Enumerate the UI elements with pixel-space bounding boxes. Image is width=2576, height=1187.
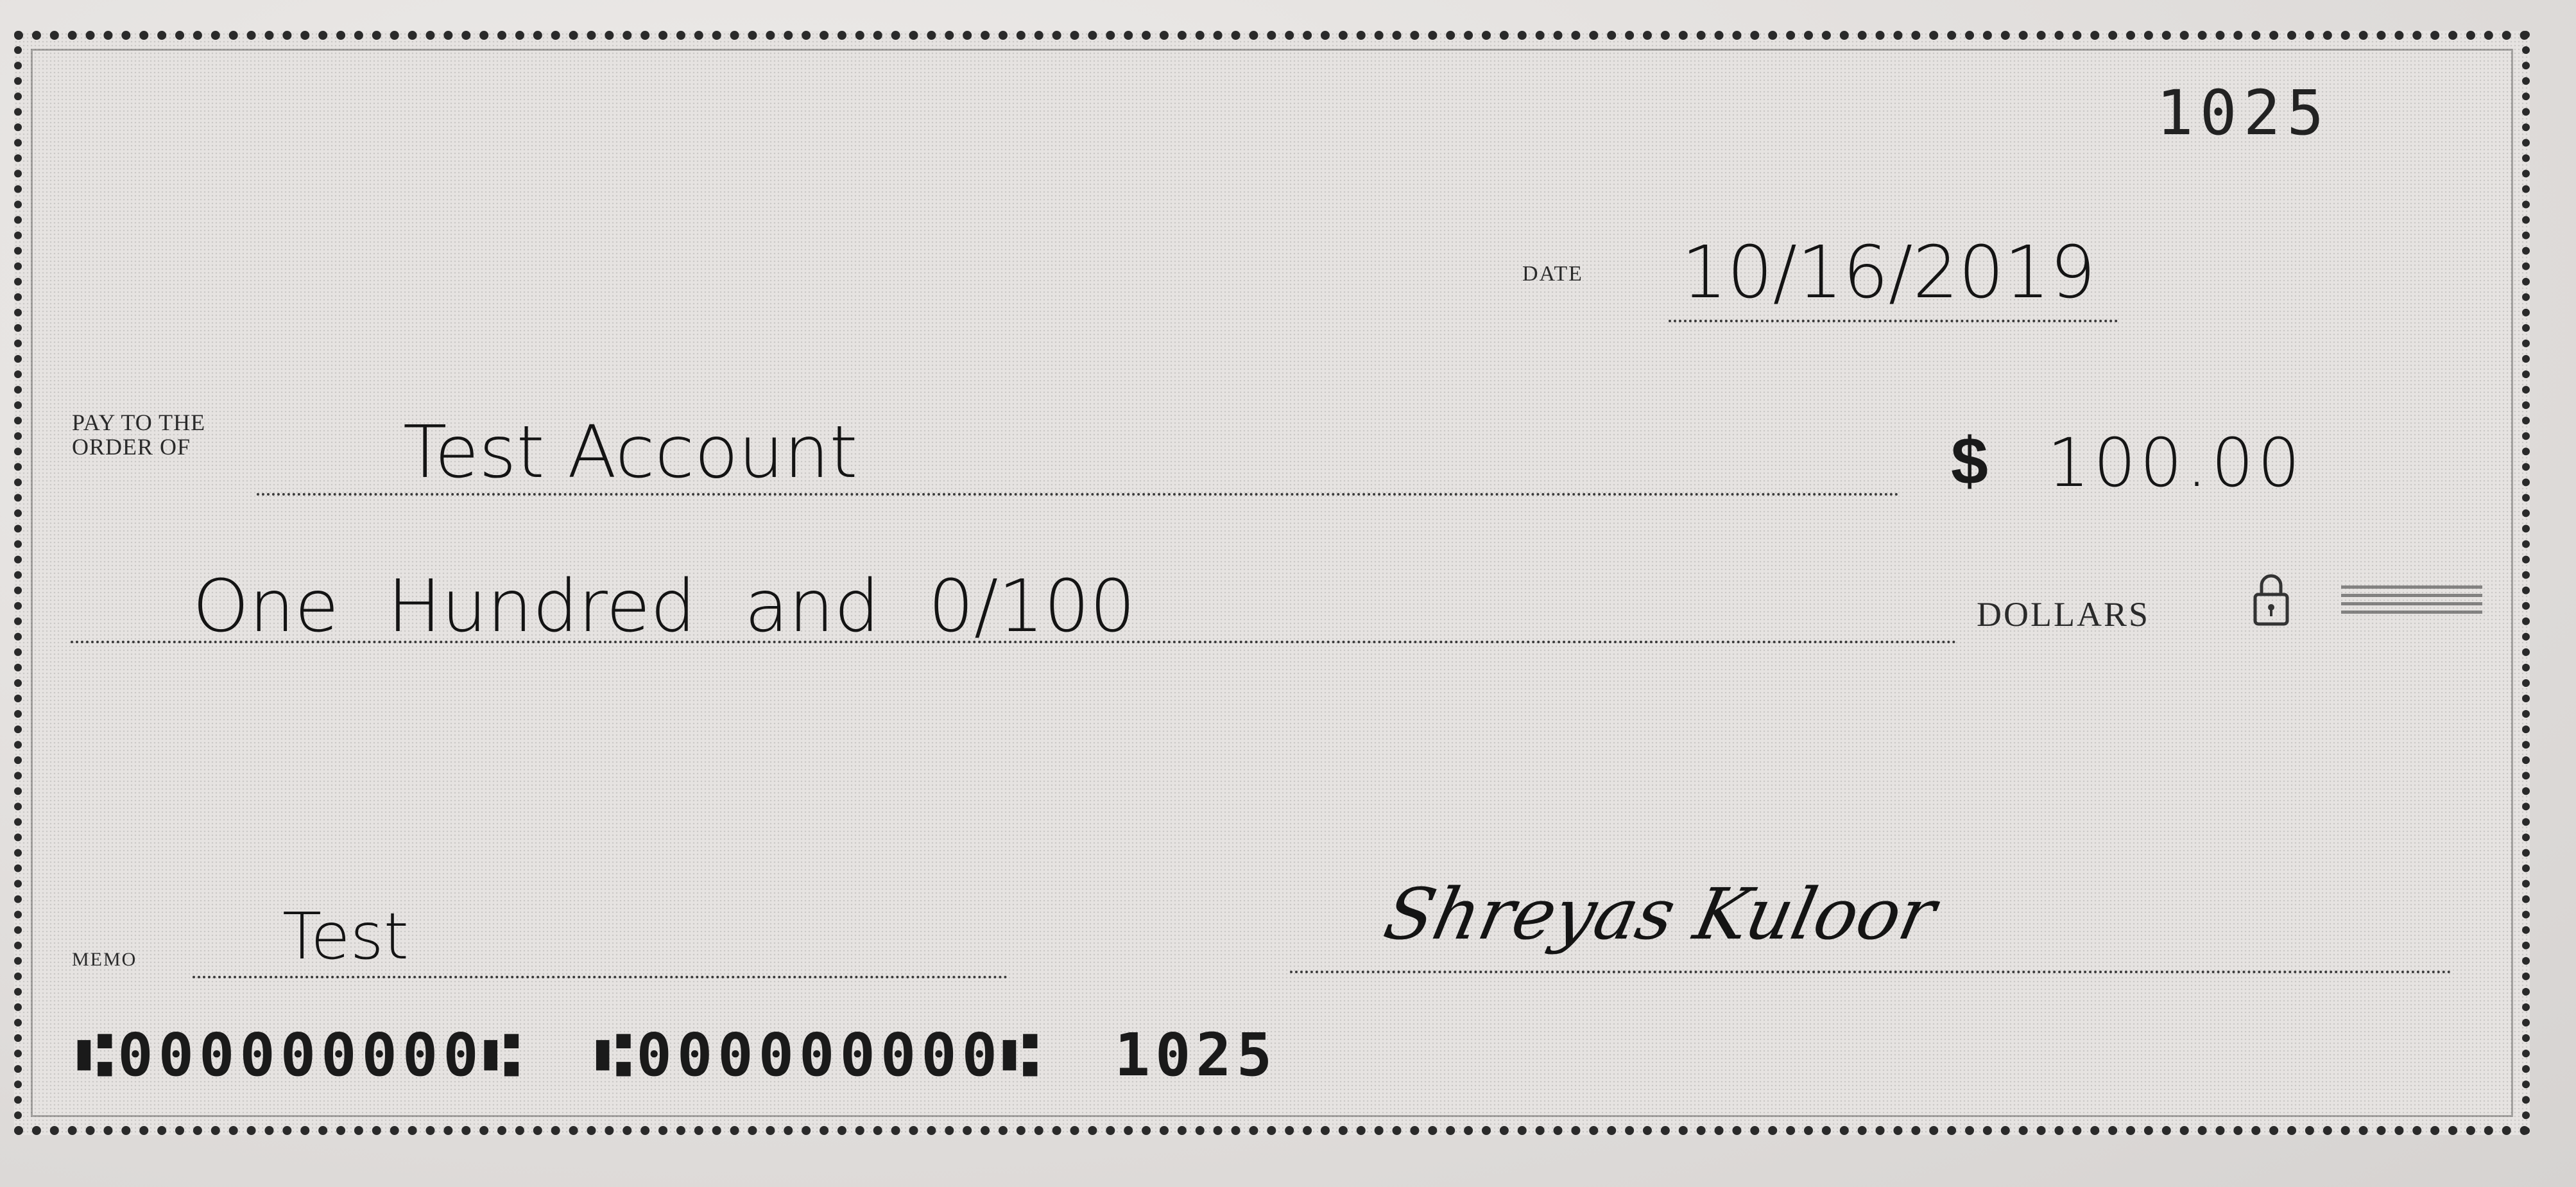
pay-to-label-line1: PAY TO THE: [72, 410, 206, 435]
date-field[interactable]: 10/16/2019: [1681, 231, 2096, 315]
amount-written-field[interactable]: One Hundred and 0/100: [193, 565, 1136, 648]
memo-label: MEMO: [72, 949, 137, 970]
micr-check-number: 1025: [1114, 1021, 1278, 1089]
pay-to-label-line2: ORDER OF: [72, 433, 191, 460]
micr-routing-number: ⑆000000000⑆: [77, 1021, 524, 1089]
micr-line: [77, 1021, 1308, 1089]
lock-icon: [2253, 570, 2290, 628]
amount-numeric-field[interactable]: 100.00: [2047, 424, 2304, 502]
dollars-label: DOLLARS: [1977, 595, 2151, 634]
signature: Shreyas Kuloor: [1377, 873, 1943, 955]
written-amount-line: [71, 641, 1957, 643]
date-line: [1669, 320, 2118, 322]
pay-to-label: [72, 411, 316, 460]
security-features-note: [2341, 580, 2482, 619]
currency-symbol: $: [1951, 424, 1988, 499]
memo-field[interactable]: Test: [282, 899, 409, 974]
date-label: DATE: [1522, 262, 1583, 286]
signature-line: [1290, 971, 2451, 973]
memo-line: [193, 976, 1008, 978]
payee-field[interactable]: Test Account: [403, 411, 858, 494]
micr-account-number: ⑆000000000⑆: [596, 1021, 1043, 1089]
payee-line: [257, 493, 1900, 496]
check-number: 1025: [2156, 77, 2331, 149]
